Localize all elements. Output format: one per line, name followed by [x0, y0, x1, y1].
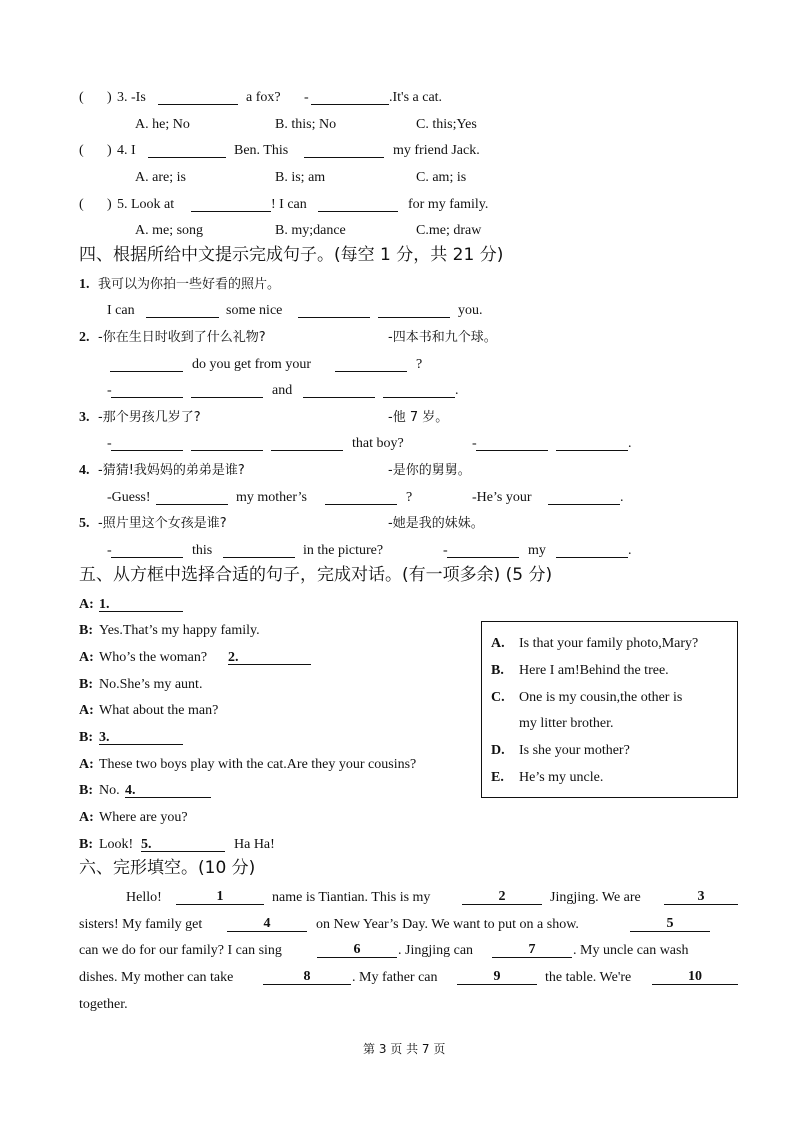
s4-q2-blank-4[interactable]	[191, 384, 263, 398]
section-6-title: 六、完形填空。(10 分)	[79, 858, 256, 878]
cloze-blank-6[interactable]: 6	[317, 943, 397, 958]
q4-stem: 4. I	[117, 143, 136, 158]
dialog-speaker-7: A:	[79, 757, 94, 772]
dialog-blank-1[interactable]: 1.	[99, 598, 183, 612]
s4-q4-en3: ?	[406, 490, 413, 505]
cloze-blank-1[interactable]: 1	[176, 890, 264, 905]
dialog-speaker-5: A:	[79, 703, 94, 718]
s4-q2-blank-3[interactable]	[111, 384, 183, 398]
q5-paren: (	[79, 197, 84, 212]
s4-q1-en2: some nice	[226, 303, 283, 318]
box-option-c-cont: my litter brother.	[519, 716, 614, 731]
cloze-l4-b: . My father can	[352, 970, 438, 985]
dialog-line-2: Yes.That’s my happy family.	[99, 623, 260, 638]
dialog-speaker-9: A:	[79, 810, 94, 825]
s4-q1-blank-3[interactable]	[378, 304, 450, 318]
q5-stem: 5. Look at	[117, 197, 175, 212]
cloze-l1-a: Hello!	[126, 890, 162, 905]
box-key-e: E.	[491, 770, 504, 785]
q4-option-b: B. is; am	[275, 170, 326, 185]
cloze-blank-8[interactable]: 8	[263, 970, 351, 985]
dialog-line-8: No.	[99, 783, 120, 798]
s4-q1-blank-2[interactable]	[298, 304, 370, 318]
dialog-speaker-2: B:	[79, 623, 93, 638]
dialog-line-4: No.She’s my aunt.	[99, 677, 203, 692]
box-option-a: Is that your family photo,Mary?	[519, 636, 699, 651]
q4-option-a: A. are; is	[135, 170, 186, 185]
cloze-l2-a: sisters! My family get	[79, 917, 203, 932]
s4-q2-blank-2[interactable]	[335, 358, 407, 372]
dialog-speaker-3: A:	[79, 650, 94, 665]
s4-q3-blank-2[interactable]	[191, 437, 263, 451]
box-option-e: He’s my uncle.	[519, 770, 604, 785]
q4-blank-1[interactable]	[148, 144, 226, 158]
dialog-line-5: What about the man?	[99, 703, 219, 718]
q4-blank-2[interactable]	[304, 144, 384, 158]
cloze-blank-5[interactable]: 5	[630, 917, 710, 932]
cloze-blank-3[interactable]: 3	[664, 890, 738, 905]
s4-q3-cn: -那个男孩几岁了?	[98, 410, 201, 425]
s4-q5-blank-1[interactable]	[111, 544, 183, 558]
q3-option-c: C. this;Yes	[416, 117, 477, 132]
q5-blank-2[interactable]	[318, 198, 398, 212]
s4-q1-blank-1[interactable]	[146, 304, 219, 318]
box-key-c: C.	[491, 690, 505, 705]
q4-paren-close: )	[107, 143, 112, 158]
s4-q5-blank-4[interactable]	[556, 544, 628, 558]
dialog-line-9: Where are you?	[99, 810, 188, 825]
s4-q5-blank-2[interactable]	[223, 544, 295, 558]
s4-q2-en3: -	[107, 383, 112, 398]
s4-q3-en2: that boy?	[352, 436, 404, 451]
q3-stem: 3. -Is	[117, 90, 146, 105]
page-footer: 第 3 页 共 7 页	[363, 1042, 446, 1056]
cloze-l5: together.	[79, 997, 128, 1012]
q5-blank-1[interactable]	[191, 198, 271, 212]
s4-q2-cn2: -四本书和九个球。	[388, 330, 497, 345]
s4-q4-en5: .	[620, 490, 624, 505]
dialog-line-10-after: Ha Ha!	[234, 837, 275, 852]
s4-q2-en5: .	[455, 383, 459, 398]
dialog-line-3: Who’s the woman?	[99, 650, 208, 665]
s4-q4-num: 4.	[79, 463, 90, 478]
q5-option-a: A. me; song	[135, 223, 204, 238]
q3-paren-close: )	[107, 90, 112, 105]
dialog-line-10: Look!	[99, 837, 134, 852]
box-key-b: B.	[491, 663, 504, 678]
q3-mid: a fox?	[246, 90, 281, 105]
s4-q2-blank-6[interactable]	[383, 384, 455, 398]
q5-option-c: C.me; draw	[416, 223, 482, 238]
s4-q3-en4: .	[628, 436, 632, 451]
q3-dash: -	[304, 90, 309, 105]
cloze-blank-10[interactable]: 10	[652, 970, 738, 985]
s4-q1-en3: you.	[458, 303, 483, 318]
q4-paren: (	[79, 143, 84, 158]
q4-end: my friend Jack.	[393, 143, 480, 158]
q3-end: .It's a cat.	[389, 90, 443, 105]
s4-q2-blank-5[interactable]	[303, 384, 375, 398]
q3-paren: (	[79, 90, 84, 105]
s4-q5-en4: -	[443, 543, 448, 558]
s4-q5-en3: in the picture?	[303, 543, 384, 558]
box-option-c: One is my cousin,the other is	[519, 690, 683, 705]
dialog-speaker-4: B:	[79, 677, 93, 692]
s4-q1-cn: 我可以为你拍一些好看的照片。	[98, 277, 281, 292]
s4-q2-en4: and	[272, 383, 293, 398]
dialog-blank-4[interactable]: 4.	[125, 784, 211, 798]
s4-q4-en2: my mother’s	[236, 490, 307, 505]
q3-blank-2[interactable]	[311, 91, 389, 105]
box-key-d: D.	[491, 743, 505, 758]
s4-q4-en1: -Guess!	[107, 490, 151, 505]
s4-q5-en6: .	[628, 543, 632, 558]
s4-q3-num: 3.	[79, 410, 90, 425]
s4-q5-en5: my	[528, 543, 546, 558]
box-key-a: A.	[491, 636, 505, 651]
s4-q2-cn: -你在生日时收到了什么礼物?	[98, 330, 266, 345]
q3-blank-1[interactable]	[158, 91, 238, 105]
s4-q3-en3: -	[472, 436, 477, 451]
cloze-l4-c: the table. We're	[545, 970, 632, 985]
s4-q4-cn2: -是你的舅舅。	[388, 463, 471, 478]
q5-paren-close: )	[107, 197, 112, 212]
cloze-blank-9[interactable]: 9	[457, 970, 537, 985]
dialog-blank-5[interactable]: 5.	[141, 838, 225, 852]
s4-q5-blank-3[interactable]	[447, 544, 519, 558]
q4-option-c: C. am; is	[416, 170, 467, 185]
dialog-blank-2[interactable]: 2.	[228, 651, 311, 665]
s4-q4-blank-1[interactable]	[156, 491, 228, 505]
s4-q4-blank-2[interactable]	[325, 491, 397, 505]
s4-q3-cn2: -他 7 岁。	[388, 410, 449, 425]
section-4-title: 四、根据所给中文提示完成句子。(每空 1 分，共 21 分)	[79, 245, 504, 265]
cloze-l3-a: can we do for our family? I can sing	[79, 943, 282, 958]
dialog-speaker-1: A:	[79, 597, 94, 612]
section-5-title: 五、从方框中选择合适的句子，完成对话。(有一项多余) (5 分)	[79, 565, 553, 585]
cloze-blank-7[interactable]: 7	[492, 943, 572, 958]
box-option-d: Is she your mother?	[519, 743, 630, 758]
cloze-l1-c: Jingjing. We are	[550, 890, 641, 905]
s4-q5-num: 5.	[79, 516, 90, 531]
s4-q3-blank-1[interactable]	[111, 437, 183, 451]
s4-q3-blank-3[interactable]	[271, 437, 343, 451]
s4-q5-cn: -照片里这个女孩是谁?	[98, 516, 227, 531]
s4-q2-blank-1[interactable]	[110, 358, 183, 372]
cloze-l1-b: name is Tiantian. This is my	[272, 890, 431, 905]
s4-q3-en1: -	[107, 436, 112, 451]
s4-q2-num: 2.	[79, 330, 90, 345]
dialog-blank-3[interactable]: 3.	[99, 731, 183, 745]
cloze-l2-b: on New Year’s Day. We want to put on a show.	[316, 917, 579, 932]
s4-q1-en1: I can	[107, 303, 135, 318]
dialog-speaker-8: B:	[79, 783, 93, 798]
dialog-line-7: These two boys play with the cat.Are they your cousins?	[99, 757, 417, 772]
q5-end: for my family.	[408, 197, 489, 212]
cloze-l3-c: . My uncle can wash	[573, 943, 689, 958]
s4-q5-cn2: -她是我的妹妹。	[388, 516, 484, 531]
cloze-l4-a: dishes. My mother can take	[79, 970, 234, 985]
box-option-b: Here I am!Behind the tree.	[519, 663, 669, 678]
s4-q3-blank-4[interactable]	[476, 437, 548, 451]
cloze-l3-b: . Jingjing can	[398, 943, 474, 958]
s4-q5-en1: -	[107, 543, 112, 558]
q5-option-b: B. my;dance	[275, 223, 346, 238]
s4-q2-en1: do you get from your	[192, 357, 311, 372]
s4-q5-en2: this	[192, 543, 213, 558]
s4-q3-blank-5[interactable]	[556, 437, 628, 451]
q3-option-b: B. this; No	[275, 117, 337, 132]
dialog-speaker-10: B:	[79, 837, 93, 852]
s4-q4-cn: -猜猜!我妈妈的弟弟是谁?	[98, 463, 245, 478]
s4-q1-num: 1.	[79, 277, 90, 292]
s4-q4-blank-3[interactable]	[548, 491, 620, 505]
q5-mid: ! I can	[271, 197, 307, 212]
cloze-blank-2[interactable]: 2	[462, 890, 542, 905]
q3-option-a: A. he; No	[135, 117, 190, 132]
s4-q4-en4: -He’s your	[472, 490, 532, 505]
dialog-speaker-6: B:	[79, 730, 93, 745]
s4-q2-en2: ?	[416, 357, 423, 372]
q4-mid: Ben. This	[234, 143, 289, 158]
cloze-blank-4[interactable]: 4	[227, 917, 307, 932]
